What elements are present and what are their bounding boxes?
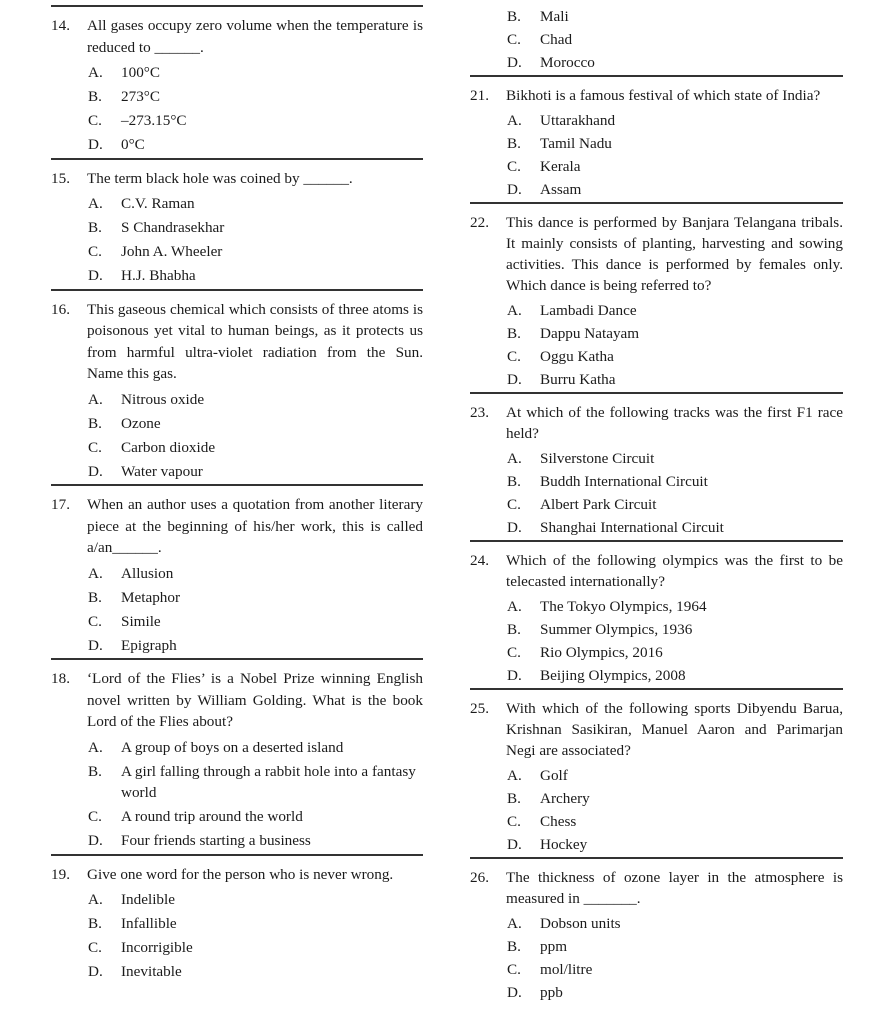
option-letter: D. xyxy=(507,984,522,1001)
option-row xyxy=(88,761,423,804)
option-text: Chad xyxy=(540,31,573,48)
option-text: mol/litre xyxy=(540,961,593,978)
options-list xyxy=(507,596,843,686)
option-text: Buddh International Circuit xyxy=(540,473,708,490)
option-letter: D. xyxy=(507,836,522,853)
option-letter: C. xyxy=(507,158,521,175)
option-text: Inevitable xyxy=(121,963,182,980)
option-letter: A. xyxy=(88,564,103,582)
option-text: The Tokyo Olympics, 1964 xyxy=(540,598,707,615)
option-letter: A. xyxy=(507,302,522,319)
option-text: Burru Katha xyxy=(540,371,616,388)
option-text: Allusion xyxy=(121,564,174,582)
option-text: C.V. Raman xyxy=(121,195,195,212)
option-row xyxy=(88,913,423,935)
question-text: With which of the following sports Dibyendu Barua, Krishnan Sasikiran, Manuel Aaron and Parimarjan Negi are associated? xyxy=(506,700,843,759)
option-row xyxy=(507,110,843,131)
options-list xyxy=(88,737,423,852)
option-row xyxy=(507,300,843,321)
option-letter: C. xyxy=(507,813,521,830)
option-text: Hockey xyxy=(540,836,588,853)
question-row xyxy=(470,402,843,444)
option-row xyxy=(88,86,423,108)
option-text: ppm xyxy=(540,938,568,955)
option-row xyxy=(88,937,423,959)
option-row xyxy=(88,134,423,156)
option-text: John A. Wheeler xyxy=(121,243,223,260)
option-letter: D. xyxy=(88,636,103,654)
option-letter: A. xyxy=(507,112,522,129)
option-row xyxy=(88,110,423,132)
question-number: 19. xyxy=(51,865,70,883)
question-number: 21. xyxy=(470,87,489,104)
option-row xyxy=(88,830,423,852)
option-text: Oggu Katha xyxy=(540,348,614,365)
option-text: Carbon dioxide xyxy=(121,438,216,456)
question-row xyxy=(51,168,423,190)
option-row xyxy=(88,217,423,239)
option-text: Assam xyxy=(540,181,582,198)
option-text: Mali xyxy=(540,8,569,25)
question-text: All gases occupy zero volume when the temperature is reduced to ______. xyxy=(87,17,423,56)
option-text: A group of boys on a deserted island xyxy=(121,738,344,756)
option-row xyxy=(507,834,843,855)
option-row xyxy=(88,806,423,828)
option-row xyxy=(507,156,843,177)
question-row xyxy=(51,299,423,385)
option-letter: A. xyxy=(88,891,103,908)
question-row xyxy=(470,212,843,296)
question-text: This gaseous chemical which consists of three atoms is poisonous yet vital to human beings, as it protects us from harmful ultra-violet radiation from the Sun. Name this gas. xyxy=(87,300,423,382)
option-text: Morocco xyxy=(540,54,595,71)
option-letter: C. xyxy=(88,438,102,456)
option-text: –273.15°C xyxy=(121,112,187,129)
option-row xyxy=(88,241,423,263)
option-row xyxy=(507,765,843,786)
option-text: Archery xyxy=(540,790,590,807)
question-block xyxy=(470,394,843,542)
options-list xyxy=(507,765,843,855)
option-letter: B. xyxy=(507,790,521,807)
column-left xyxy=(51,0,423,985)
option-row xyxy=(88,635,423,657)
option-row xyxy=(507,788,843,809)
option-letter: C. xyxy=(88,243,102,260)
option-text: Ozone xyxy=(121,414,161,432)
question-row xyxy=(51,864,423,886)
column-right xyxy=(470,0,843,1005)
option-text: 100°C xyxy=(121,64,160,81)
option-row xyxy=(507,665,843,686)
option-row xyxy=(88,587,423,609)
option-row xyxy=(88,437,423,459)
question-number: 17. xyxy=(51,496,70,513)
question-block xyxy=(470,542,843,690)
option-letter: D. xyxy=(507,54,522,71)
option-row xyxy=(507,369,843,390)
question-row xyxy=(470,867,843,909)
question-text: Give one word for the person who is never wrong. xyxy=(87,865,394,883)
option-row xyxy=(88,611,423,633)
option-text: Incorrigible xyxy=(121,939,193,956)
option-letter: C. xyxy=(507,31,521,48)
option-letter: C. xyxy=(507,961,521,978)
options-list xyxy=(88,563,423,657)
question-text: ‘Lord of the Flies’ is a Nobel Prize winning English novel written by William Golding. What is the book Lord of the Flies about? xyxy=(87,670,423,730)
option-letter: A. xyxy=(88,64,103,81)
option-row xyxy=(507,494,843,515)
option-letter: B. xyxy=(507,135,521,152)
option-letter: B. xyxy=(88,762,102,780)
option-row xyxy=(507,6,843,27)
option-text: Four friends starting a business xyxy=(121,832,311,849)
option-text: A girl falling through a rabbit hole into a fantasy world xyxy=(121,762,416,801)
option-letter: B. xyxy=(88,915,102,932)
question-row xyxy=(51,15,423,58)
option-letter: D. xyxy=(507,667,522,684)
question-number: 25. xyxy=(470,700,489,717)
option-letter: C. xyxy=(88,939,102,956)
option-text: Golf xyxy=(540,767,568,784)
question-text: This dance is performed by Banjara Telangana tribals. It mainly consists of planting, harvesting and sowing activities. This dance is performed by females only. Which dance is being referred to? xyxy=(506,214,843,294)
option-row xyxy=(88,389,423,411)
question-text: When an author uses a quotation from another literary piece at the beginning of his/her work, this is called a/an______. xyxy=(87,496,423,556)
question-number: 24. xyxy=(470,552,489,569)
option-text: Tamil Nadu xyxy=(540,135,612,152)
option-letter: A. xyxy=(88,390,103,408)
option-letter: B. xyxy=(507,621,521,638)
option-text: Rio Olympics, 2016 xyxy=(540,644,663,661)
options-list xyxy=(507,110,843,200)
options-list xyxy=(88,389,423,483)
option-text: Kerala xyxy=(540,158,581,175)
option-text: A round trip around the world xyxy=(121,808,303,825)
option-letter: D. xyxy=(507,181,522,198)
option-letter: D. xyxy=(88,963,103,980)
question-number: 14. xyxy=(51,17,70,34)
question-text: The term black hole was coined by ______. xyxy=(87,169,353,187)
option-text: ppb xyxy=(540,984,563,1001)
option-text: Dobson units xyxy=(540,915,621,932)
option-row xyxy=(507,619,843,640)
question-number: 16. xyxy=(51,300,70,318)
option-text: Shanghai International Circuit xyxy=(540,519,724,536)
options-list xyxy=(507,448,843,538)
option-text: Silverstone Circuit xyxy=(540,450,655,467)
option-letter: B. xyxy=(507,325,521,342)
options-list xyxy=(507,913,843,1003)
option-row xyxy=(507,959,843,980)
option-letter: B. xyxy=(88,88,102,105)
options-list xyxy=(507,300,843,390)
question-number: 18. xyxy=(51,670,70,687)
question-text: At which of the following tracks was the first F1 race held? xyxy=(506,404,843,442)
option-letter: B. xyxy=(88,219,102,236)
question-block xyxy=(470,204,843,394)
option-text: S Chandrasekhar xyxy=(121,219,225,236)
option-text: H.J. Bhabha xyxy=(121,267,196,284)
option-letter: B. xyxy=(507,938,521,955)
option-row xyxy=(507,448,843,469)
option-row xyxy=(507,133,843,154)
option-row xyxy=(88,461,423,483)
option-text: Nitrous oxide xyxy=(121,390,205,408)
option-text: 273°C xyxy=(121,88,160,105)
question-row xyxy=(51,668,423,733)
option-letter: D. xyxy=(88,462,103,480)
option-row xyxy=(507,936,843,957)
question-block xyxy=(51,291,423,487)
question-number: 22. xyxy=(470,214,489,231)
option-row xyxy=(88,265,423,287)
option-letter: A. xyxy=(507,767,522,784)
option-letter: A. xyxy=(88,738,103,756)
option-letter: D. xyxy=(88,832,103,849)
options-list xyxy=(507,6,843,73)
option-letter: C. xyxy=(507,348,521,365)
option-text: Summer Olympics, 1936 xyxy=(540,621,693,638)
option-row xyxy=(88,62,423,84)
option-row xyxy=(88,413,423,435)
option-text: Albert Park Circuit xyxy=(540,496,657,513)
option-letter: D. xyxy=(507,371,522,388)
question-number: 26. xyxy=(470,869,489,886)
option-row xyxy=(507,913,843,934)
option-row xyxy=(507,52,843,73)
options-list xyxy=(88,193,423,287)
option-text: Epigraph xyxy=(121,636,177,654)
question-number: 23. xyxy=(470,404,489,421)
question-row xyxy=(470,85,843,106)
question-row xyxy=(51,494,423,559)
question-row xyxy=(470,698,843,761)
question-text: Bikhoti is a famous festival of which state of India? xyxy=(506,87,821,104)
question-block xyxy=(470,690,843,859)
option-text: Dappu Natayam xyxy=(540,325,640,342)
question-block xyxy=(470,859,843,1005)
options-list xyxy=(88,62,423,156)
option-row xyxy=(88,961,423,983)
option-letter: C. xyxy=(507,496,521,513)
option-letter: A. xyxy=(88,195,103,212)
question-text: The thickness of ozone layer in the atmosphere is measured in _______. xyxy=(506,869,843,907)
option-row xyxy=(507,346,843,367)
question-text: Which of the following olympics was the first to be telecasted internationally? xyxy=(506,552,843,590)
option-text: Uttarakhand xyxy=(540,112,616,129)
option-letter: C. xyxy=(88,808,102,825)
option-letter: D. xyxy=(88,267,103,284)
option-row xyxy=(507,471,843,492)
question-block xyxy=(51,660,423,856)
option-row xyxy=(507,29,843,50)
option-letter: B. xyxy=(507,8,521,25)
question-block xyxy=(51,160,423,291)
option-letter: B. xyxy=(507,473,521,490)
option-row xyxy=(507,596,843,617)
question-row xyxy=(470,550,843,592)
option-text: Simile xyxy=(121,612,161,630)
option-row xyxy=(507,323,843,344)
option-text: Chess xyxy=(540,813,577,830)
options-list xyxy=(88,889,423,983)
option-text: Lambadi Dance xyxy=(540,302,637,319)
option-letter: D. xyxy=(507,519,522,536)
option-row xyxy=(88,193,423,215)
question-block xyxy=(470,0,843,77)
question-block xyxy=(51,856,423,985)
option-row xyxy=(507,811,843,832)
option-letter: C. xyxy=(88,612,102,630)
option-text: Indelible xyxy=(121,891,175,908)
option-row xyxy=(507,982,843,1003)
option-text: 0°C xyxy=(121,136,145,153)
option-row xyxy=(88,737,423,759)
option-letter: A. xyxy=(507,450,522,467)
option-row xyxy=(507,517,843,538)
option-letter: B. xyxy=(88,588,102,606)
option-text: Metaphor xyxy=(121,588,181,606)
option-row xyxy=(507,642,843,663)
option-letter: C. xyxy=(507,644,521,661)
option-letter: B. xyxy=(88,414,102,432)
option-row xyxy=(88,563,423,585)
question-block xyxy=(470,77,843,204)
option-letter: A. xyxy=(507,598,522,615)
question-number: 15. xyxy=(51,169,70,187)
option-text: Water vapour xyxy=(121,462,203,480)
option-row xyxy=(507,179,843,200)
option-letter: D. xyxy=(88,136,103,153)
option-text: Infallible xyxy=(121,915,177,932)
question-block xyxy=(51,5,423,160)
option-letter: A. xyxy=(507,915,522,932)
question-block xyxy=(51,486,423,660)
option-row xyxy=(88,889,423,911)
option-text: Beijing Olympics, 2008 xyxy=(540,667,686,684)
option-letter: C. xyxy=(88,112,102,129)
